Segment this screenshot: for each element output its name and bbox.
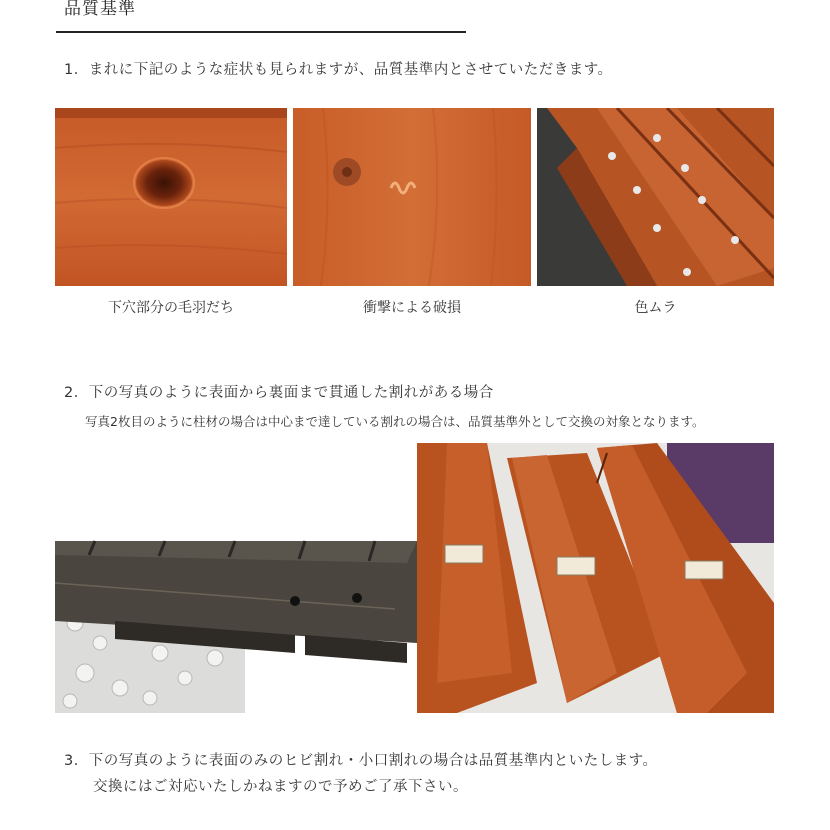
- caption-dent: 衝撃による破損: [363, 300, 461, 316]
- caption-hole: 下穴部分の毛羽だち: [108, 300, 234, 316]
- item-2-text: 2．下の写真のように表面から裏面まで貫通した割れがある場合: [64, 385, 494, 401]
- title-underline: [56, 31, 466, 33]
- wood-dent-photo: [293, 108, 531, 286]
- section-title: 品質基準: [64, 0, 136, 19]
- item-3-subtext: 交換にはご対応いたしかねますので予めご了承下さい。: [93, 779, 468, 795]
- wood-hole-photo: [55, 108, 287, 286]
- item-1-text: 1．まれに下記のような症状も見られますが、品質基準内とさせていただきます。: [64, 62, 613, 78]
- caption-color: 色ムラ: [634, 300, 677, 316]
- item-2-subtext: 写真2枚目のように柱材の場合は中心まで達している割れの場合は、品質基準外として交換の対象となります。: [85, 414, 705, 429]
- posts-crack-photo: [417, 443, 774, 713]
- wood-deck-photo: [537, 108, 774, 286]
- dark-deck-crack-photo: [55, 443, 417, 713]
- item-3-text: 3．下の写真のように表面のみのヒビ割れ・小口割れの場合は品質基準内といたします。: [64, 753, 658, 769]
